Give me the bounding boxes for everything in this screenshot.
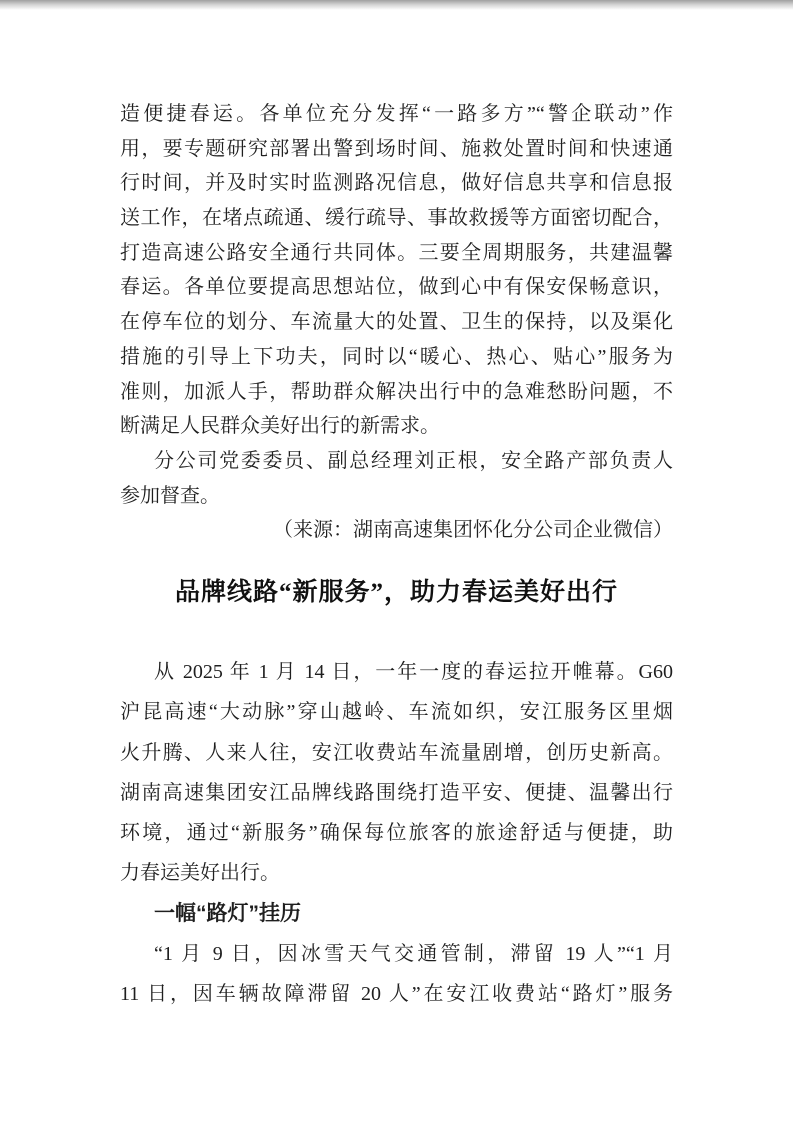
source-attribution-line: （来源：湖南高速集团怀化分公司企业微信）: [273, 519, 673, 542]
text-line: 从 2025 年 1 月 14 日，一年一度的春运拉开帷幕。G60: [154, 661, 673, 683]
article-2-title: 品牌线路“新服务”，助力春运美好出行: [174, 579, 618, 606]
text-line: 送工作，在堵点疏通、缓行疏导、事故救援等方面密切配合，: [120, 207, 673, 230]
text-line: 用，要专题研究部署出警到场时间、施救处置时间和快速通: [120, 137, 673, 160]
text-line: 参加督查。: [120, 484, 220, 507]
text-line: 沪昆高速“大动脉”穿山越岭、车流如织，安江服务区里烟: [120, 701, 673, 724]
text-line: 断满足人民群众美好出行的新需求。: [120, 415, 440, 438]
text-line: 火升腾、人来人往，安江收费站车流量剧增，创历史新高。: [120, 741, 673, 764]
text-line: 分公司党委委员、副总经理刘正根，安全路产部负责人: [154, 449, 673, 472]
text-line: 春运。各单位要提高思想站位，做到心中有保安保畅意识，: [120, 276, 673, 299]
text-line: 11 日，因车辆故障滞留 20 人”在安江收费站“路灯”服务: [120, 983, 673, 1006]
text-line: 准则，加派人手，帮助群众解决出行中的急难愁盼问题，不: [120, 380, 673, 403]
text-line: 造便捷春运。各单位充分发挥“一路多方”“警企联动”作: [120, 103, 673, 125]
text-line: 力春运美好出行。: [120, 862, 280, 885]
text-line: 环境，通过“新服务”确保每位旅客的旅途舒适与便捷，助: [120, 822, 673, 845]
text-line: 措施的引导上下功夫，同时以“暖心、热心、贴心”服务为: [120, 345, 673, 368]
article-2-subheading: 一幅“路灯”挂历: [154, 901, 301, 925]
text-line: 湖南高速集团安江品牌线路围绕打造平安、便捷、温馨出行: [120, 781, 673, 804]
page-top-edge-shadow: [0, 0, 793, 10]
text-line: 行时间，并及时实时监测路况信息，做好信息共享和信息报: [120, 172, 673, 195]
text-line: “1 月 9 日，因冰雪天气交通管制，滞留 19 人”“1 月: [154, 943, 673, 966]
text-line: 打造高速公路安全通行共同体。三要全周期服务，共建温馨: [120, 241, 673, 264]
article-1-body: [120, 97, 673, 548]
text-line: 在停车位的划分、车流量大的处置、卫生的保持，以及渠化: [120, 311, 673, 334]
article-2-body: [120, 652, 673, 1015]
